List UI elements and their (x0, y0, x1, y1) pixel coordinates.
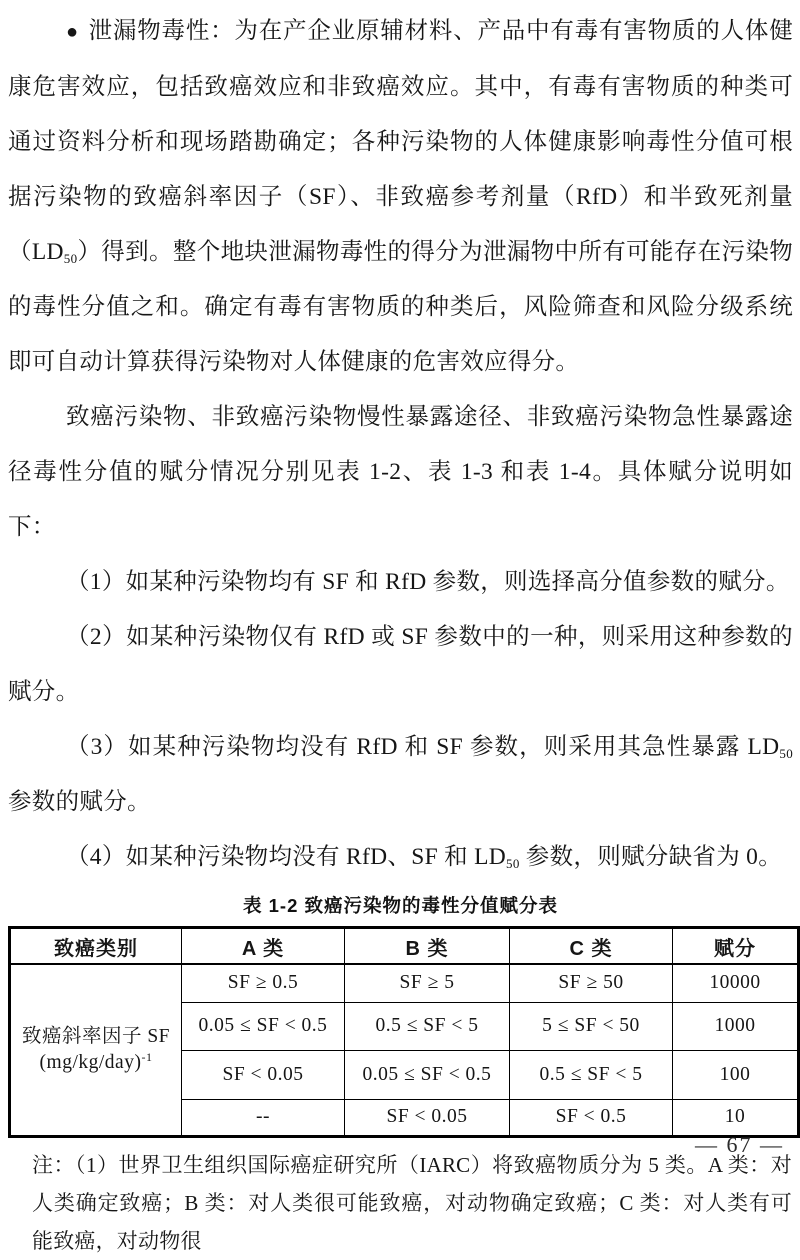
table-cell: 0.05 ≤ SF < 0.5 (345, 1051, 510, 1100)
table-header-row (10, 928, 799, 965)
table-note: 注：（1）世界卫生组织国际癌症研究所（IARC）将致癌物质分为 5 类。A 类：对人类确定致癌；B 类：对人类很可能致癌，对动物确定致癌；C 类：对人类有可能致癌，对动物很 (32, 1153, 792, 1253)
table-cell: SF < 0.05 (182, 1051, 345, 1100)
header-class-c: C 类 (510, 928, 673, 965)
carcinogen-toxicity-score-table (8, 926, 800, 1138)
table-cell-score: 10000 (673, 964, 799, 1003)
table-cell: SF ≥ 0.5 (182, 964, 345, 1003)
header-score: 赋分 (673, 928, 799, 965)
table-cell: 0.5 ≤ SF < 5 (510, 1051, 673, 1100)
table-cell: 5 ≤ SF < 50 (510, 1003, 673, 1051)
table-cell: -- (182, 1100, 345, 1137)
paragraph-rule-1: （1）如某种污染物均有 SF 和 RfD 参数，则选择高分值参数的赋分。 (66, 569, 790, 595)
header-class-b: B 类 (345, 928, 510, 965)
table-row (10, 964, 799, 1003)
page-number: — 67 — (695, 1132, 784, 1157)
table-cell: SF ≥ 50 (510, 964, 673, 1003)
table-cell-score: 10 (673, 1100, 799, 1137)
paragraph-rule-4: （4）如某种污染物均没有 RfD、SF 和 $LD_{50}$ 参数，则赋分缺省为 0。 (66, 844, 783, 871)
paragraph-table-references: 致癌污染物、非致癌污染物慢性暴露途径、非致癌污染物急性暴露途径毒性分值的赋分情况分别见表 1-2、表 1-3 和表 1-4。具体赋分说明如下： (8, 404, 793, 540)
table-cell: SF ≥ 5 (345, 964, 510, 1003)
table-cell: 0.5 ≤ SF < 5 (345, 1003, 510, 1051)
table-cell: 0.05 ≤ SF < 0.5 (182, 1003, 345, 1051)
paragraph-rule-2: （2）如某种污染物仅有 RfD 或 SF 参数中的一种，则采用这种参数的赋分。 (8, 624, 793, 705)
header-class-a: A 类 (182, 928, 345, 965)
table-title: 表 1-2 致癌污染物的毒性分值赋分表 (242, 895, 559, 916)
header-carcinogen-category: 致癌类别 (10, 928, 182, 965)
table-cell: SF < 0.05 (345, 1100, 510, 1137)
table-cell: SF < 0.5 (510, 1100, 673, 1137)
bullet-icon: ● (66, 21, 79, 43)
paragraph-rule-3: （3）如某种污染物均没有 RfD 和 SF 参数，则采用其急性暴露 $LD_{50}$ 参数的赋分。 (8, 734, 793, 815)
table-cell-score: 100 (673, 1051, 799, 1100)
paragraph-leak-toxicity-text: 泄漏物毒性：为在产企业原辅材料、产品中有毒有害物质的人体健康危害效应，包括致癌效应和非致癌效应。其中，有毒有害物质的种类可通过资料分析和现场踏勘确定；各种污染物的人体健康影响毒性分值可根据污染物的致癌斜率因子（SF）、非致癌参考剂量（RfD）和半致死剂量$(LD_{50})$得到。整个地块泄漏物毒性的得分为泄漏物中所有可能存在污染物的毒性分值之和。确定有毒有害物质的种类后，风险筛查和风险分级系统即可自动计算获得污染物对人体健康的危害效应得分。 (8, 18, 793, 375)
paragraph-leak-toxicity (8, 4, 793, 390)
row-header-slope-factor: 致癌斜率因子 SF $(mg/kg/day)^{-1}$ (10, 964, 182, 1137)
table-cell-score: 1000 (673, 1003, 799, 1051)
